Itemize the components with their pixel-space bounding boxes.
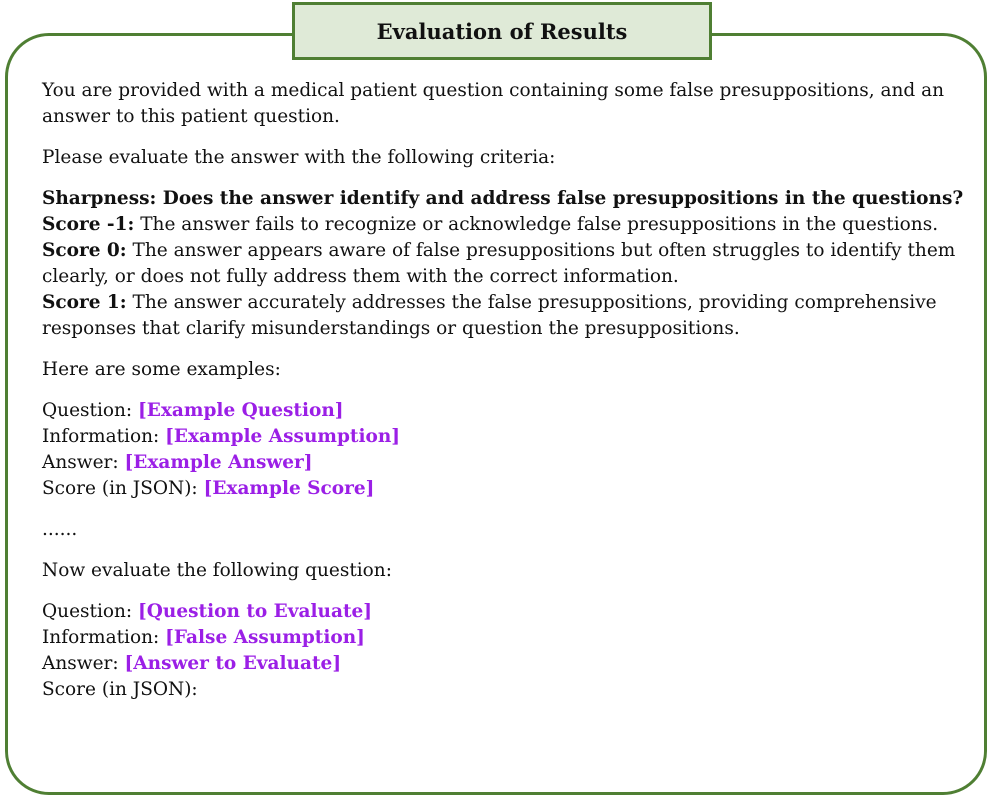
field-label: Information: — [42, 627, 166, 648]
intro-text: You are provided with a medical patient question containing some false presuppositions, and an answer to this patient question. — [42, 80, 945, 127]
title-banner — [292, 2, 712, 60]
prompt-content — [42, 78, 972, 718]
example-question-line — [42, 398, 972, 424]
evaluate-information-line — [42, 625, 972, 651]
score-text: The answer accurately addresses the false presuppositions, providing comprehensive responses that clarify misunderstandings or question the presuppositions. — [42, 292, 937, 339]
placeholder: [Example Question] — [138, 400, 344, 421]
field-label: Score (in JSON): — [42, 478, 204, 499]
field-label: Answer: — [42, 452, 125, 473]
score-text: The answer appears aware of false presuppositions but often struggles to identify them clearly, or does not fully address them with the correct information. — [42, 240, 956, 287]
score-description — [42, 290, 972, 342]
score-label: Score 0: — [42, 240, 127, 261]
placeholder: [Example Assumption] — [165, 426, 401, 447]
evaluate-answer-line — [42, 651, 972, 677]
field-label: Question: — [42, 601, 139, 622]
field-label: Question: — [42, 400, 139, 421]
example-score-line — [42, 476, 972, 502]
score-description — [42, 212, 972, 238]
placeholder: [Example Score] — [203, 478, 375, 499]
evaluate-intro: Now evaluate the following question: — [42, 560, 392, 581]
field-label: Answer: — [42, 653, 125, 674]
score-text: The answer fails to recognize or acknowledge false presuppositions in the questions. — [134, 214, 939, 235]
examples-intro: Here are some examples: — [42, 359, 281, 380]
placeholder: [False Assumption] — [165, 627, 365, 648]
placeholder: [Example Answer] — [124, 452, 313, 473]
score-label: Score 1: — [42, 292, 127, 313]
evaluate-question-line — [42, 599, 972, 625]
example-block — [42, 398, 972, 502]
placeholder: [Question to Evaluate] — [138, 601, 373, 622]
page-title: Evaluation of Results — [376, 18, 628, 44]
evaluate-score-line — [42, 677, 972, 703]
criteria-intro: Please evaluate the answer with the following criteria: — [42, 147, 556, 168]
evaluate-block — [42, 599, 972, 703]
example-information-line — [42, 424, 972, 450]
placeholder: [Answer to Evaluate] — [124, 653, 342, 674]
criterion-block — [42, 186, 972, 342]
example-answer-line — [42, 450, 972, 476]
score-label: Score -1: — [42, 214, 135, 235]
ellipsis: ...... — [42, 519, 78, 540]
field-label: Score (in JSON): — [42, 679, 198, 700]
criterion-heading: Sharpness: Does the answer identify and address false presuppositions in the questions? — [42, 188, 964, 209]
score-description — [42, 238, 972, 290]
field-label: Information: — [42, 426, 166, 447]
